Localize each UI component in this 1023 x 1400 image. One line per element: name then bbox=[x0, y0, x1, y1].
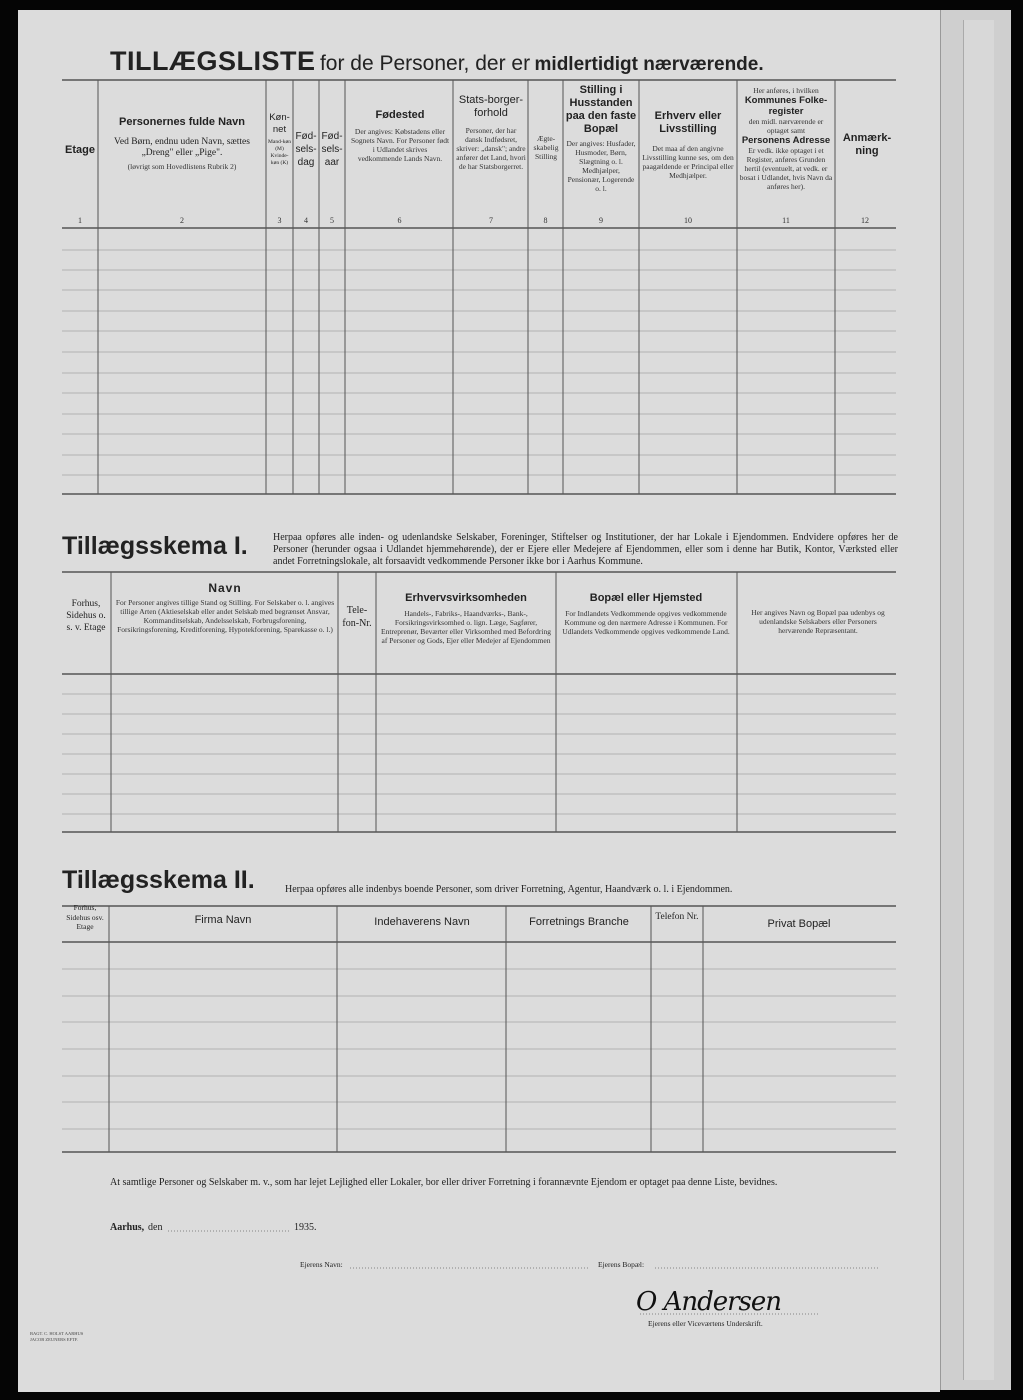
col-kon-title: Køn-net bbox=[269, 112, 290, 135]
city-label: Aarhus, bbox=[110, 1222, 145, 1233]
col-number: 8 bbox=[543, 216, 548, 225]
s1-col-navn-header bbox=[114, 582, 336, 634]
s2-col-firma-header: Firma Navn bbox=[194, 914, 252, 926]
col-fodested-header bbox=[350, 109, 450, 163]
col-navn-title: Personernes fulde Navn bbox=[119, 116, 245, 128]
col-stats-header bbox=[456, 94, 526, 171]
title-rest: for de Personer, der er bbox=[319, 52, 531, 75]
col-number: 7 bbox=[489, 216, 493, 225]
col-stats-sub: Personer, der har dansk Indfødsret, skriver: „dansk"; andre anfører det Land, hvori de har Statsborgerret. bbox=[456, 126, 526, 171]
title-bold: TILLÆGSLISTE bbox=[110, 46, 316, 76]
s1-col-rep-header: Her angives Navn og Bopæl paa udenbys og udenlandske Selskabers eller Personers herværende Repræsentant. bbox=[751, 608, 885, 635]
s1-col-bopael-sub: For Indlandets Vedkommende opgives vedkommende Kommune og den nærmere Adresse i Kommunen. For Udlandets Vedkommende opgives vedkommende Land. bbox=[562, 609, 730, 636]
date-label: den bbox=[148, 1222, 163, 1233]
col-aegte-header: Ægte-skabelig Stilling bbox=[533, 134, 559, 161]
section2-title: Tillægsskema II. bbox=[62, 866, 255, 894]
col-erhverv-title: Erhverv eller Livsstilling bbox=[654, 110, 722, 135]
col-erhverv-header bbox=[641, 110, 735, 180]
col-number: 5 bbox=[330, 216, 334, 225]
col-navn-sub: Ved Børn, endnu uden Navn, sættes „Dreng" eller „Pige". bbox=[114, 137, 250, 158]
col-aar-header: Fød-sels-aar bbox=[321, 131, 343, 168]
col-kon-sub: Mand-køn (M) Kvinde-køn (K) bbox=[268, 139, 291, 166]
col-kommune-sub: Er vedk. ikke optaget i et Register, anføres Grunden hertil (eventuelt, at vedk. er bosat i Udlandet, hvis Navn da anføres her). bbox=[739, 146, 833, 191]
s1-col-navn-title: Navn bbox=[208, 581, 242, 595]
col-number: 10 bbox=[684, 216, 692, 225]
col-fodested-title: Fødested bbox=[375, 109, 425, 121]
section1-intro: Herpaa opføres alle inden- og udenlandske Selskaber, Foreninger, Stiftelser og Institutioner, der har Lokale i Ejendommen. Endvidere opføres her de Personer (herunder ogsaa i Udlandet hjemmehørende), der er Ejere eller Medejere af Ejendommen, eller som i denne har Butik, Kontor, Værksted eller andet Forretningslokale, alt forsaavidt vedkommende Personer ikke bor i Aarhus Kommune. bbox=[273, 532, 898, 567]
s2-col-tlf-header: Telefon Nr. bbox=[655, 912, 699, 922]
s1-col-erhverv-title: Erhvervsvirksomheden bbox=[405, 592, 527, 604]
col-number: 3 bbox=[277, 216, 282, 225]
col-stilling-sub: Der angives: Husfader, Husmoder, Børn, Slægtning o. l. Medhjælper, Pensionær, Logerende o. l. bbox=[566, 139, 636, 193]
page-title bbox=[110, 46, 890, 77]
col-stilling-title: Stilling i Husstanden paa den faste Bopæl bbox=[565, 84, 637, 135]
s1-col-erhverv-sub: Handels-, Fabriks-, Haandværks-, Bank-, Forsikringsvirksomhed o. lign. Læge, Sagfører, Entreprenør, Beværter eller Virksomhed med Befordring af Personer og Gods, Ejer eller Medejer af Ejendommen bbox=[381, 609, 551, 645]
col-fodested-sub: Der angives: Købstadens eller Sognets Navn. For Personer født i Udlandet skrives vedkommende Lands Navn. bbox=[350, 127, 450, 163]
printer-imprint: BAGT. C. HOLST AARHUS JACOB ZEUNERS EFTF. bbox=[30, 1331, 84, 1342]
col-navn-sub2: (løvrigt som Hovedlistens Rubrik 2) bbox=[127, 162, 237, 171]
s2-col-privat-header: Privat Bopæl bbox=[767, 918, 831, 930]
signature-label: Ejerens eller Viceværtens Underskrift. bbox=[648, 1319, 763, 1328]
col-navn-header bbox=[100, 116, 264, 171]
col-etage-header: Etage bbox=[65, 144, 95, 156]
s1-col-bopael-header bbox=[558, 592, 734, 636]
s2-col-indehaver-header: Indehaverens Navn bbox=[374, 916, 470, 928]
col-anm-header: Anmærk-ning bbox=[842, 132, 892, 157]
col-kommune-header bbox=[738, 86, 834, 191]
col-dag-header: Fød-sels-dag bbox=[295, 131, 317, 168]
s1-col-erhverv-header bbox=[378, 592, 554, 645]
s1-col-navn-sub: For Personer angives tillige Stand og Stilling. For Selskaber o. l. angives tillige Arten (Aktieselskab eller andet Selskab med begrænset Ansvar, Kommanditselskab, Andelsselskab, Forbrugsforening, Forsikringsforening, Kreditforening, Hypotekforening, Sparekasse o. l.) bbox=[115, 598, 335, 634]
owner-name-label: Ejerens Navn: bbox=[300, 1260, 343, 1269]
col-number: 9 bbox=[599, 216, 603, 225]
col-kommune-top: Her anføres, i hvilken bbox=[753, 86, 819, 95]
col-kommune-title: Kommunes Folke-register bbox=[744, 95, 828, 117]
col-number: 2 bbox=[180, 216, 184, 225]
section1-title: Tillægsskema I. bbox=[62, 532, 248, 560]
col-stats-title: Stats-borger-forhold bbox=[458, 94, 524, 119]
col-erhverv-sub: Det maa af den angivne Livsstilling kunne ses, om den paagældende er Principal eller Medhjælper. bbox=[642, 144, 734, 180]
owner-address-label: Ejerens Bopæl: bbox=[598, 1260, 645, 1269]
col-kon-header bbox=[267, 112, 292, 167]
declaration-text: At samtlige Personer og Selskaber m. v., som har lejet Lejlighed eller Lokaler, bor eller driver Forretning i forannævnte Ejendom er optaget paa denne Liste, bevidnes. bbox=[110, 1177, 778, 1188]
col-number: 11 bbox=[782, 216, 790, 225]
s2-col-forhus-header: Forhus, Sidehus osv. Etage bbox=[66, 903, 104, 931]
section2-intro: Herpaa opføres alle indenbys boende Personer, som driver Forretning, Agentur, Haandværk o. l. i Ejendommen. bbox=[285, 884, 733, 895]
s2-col-branche-header: Forretnings Branche bbox=[529, 916, 629, 928]
col-number: 1 bbox=[78, 216, 82, 225]
s1-col-forhus-header: Forhus, Sidehus o. s. v. Etage bbox=[66, 599, 106, 633]
col-stilling-header bbox=[565, 84, 637, 193]
year-label: 1935. bbox=[294, 1222, 317, 1233]
s1-col-bopael-title: Bopæl eller Hjemsted bbox=[589, 592, 703, 604]
col-kommune-mid: den midl. nærværende er optaget samt bbox=[748, 117, 824, 135]
signature: O Andersen bbox=[636, 1287, 782, 1317]
col-number: 6 bbox=[397, 216, 402, 225]
s1-col-tlf-header: Tele-fon-Nr. bbox=[342, 605, 372, 629]
col-number: 4 bbox=[304, 216, 308, 225]
col-number: 12 bbox=[861, 216, 869, 225]
title-bold2: midlertidigt nærværende. bbox=[534, 54, 764, 75]
col-kommune-bold: Personens Adresse bbox=[741, 135, 831, 146]
